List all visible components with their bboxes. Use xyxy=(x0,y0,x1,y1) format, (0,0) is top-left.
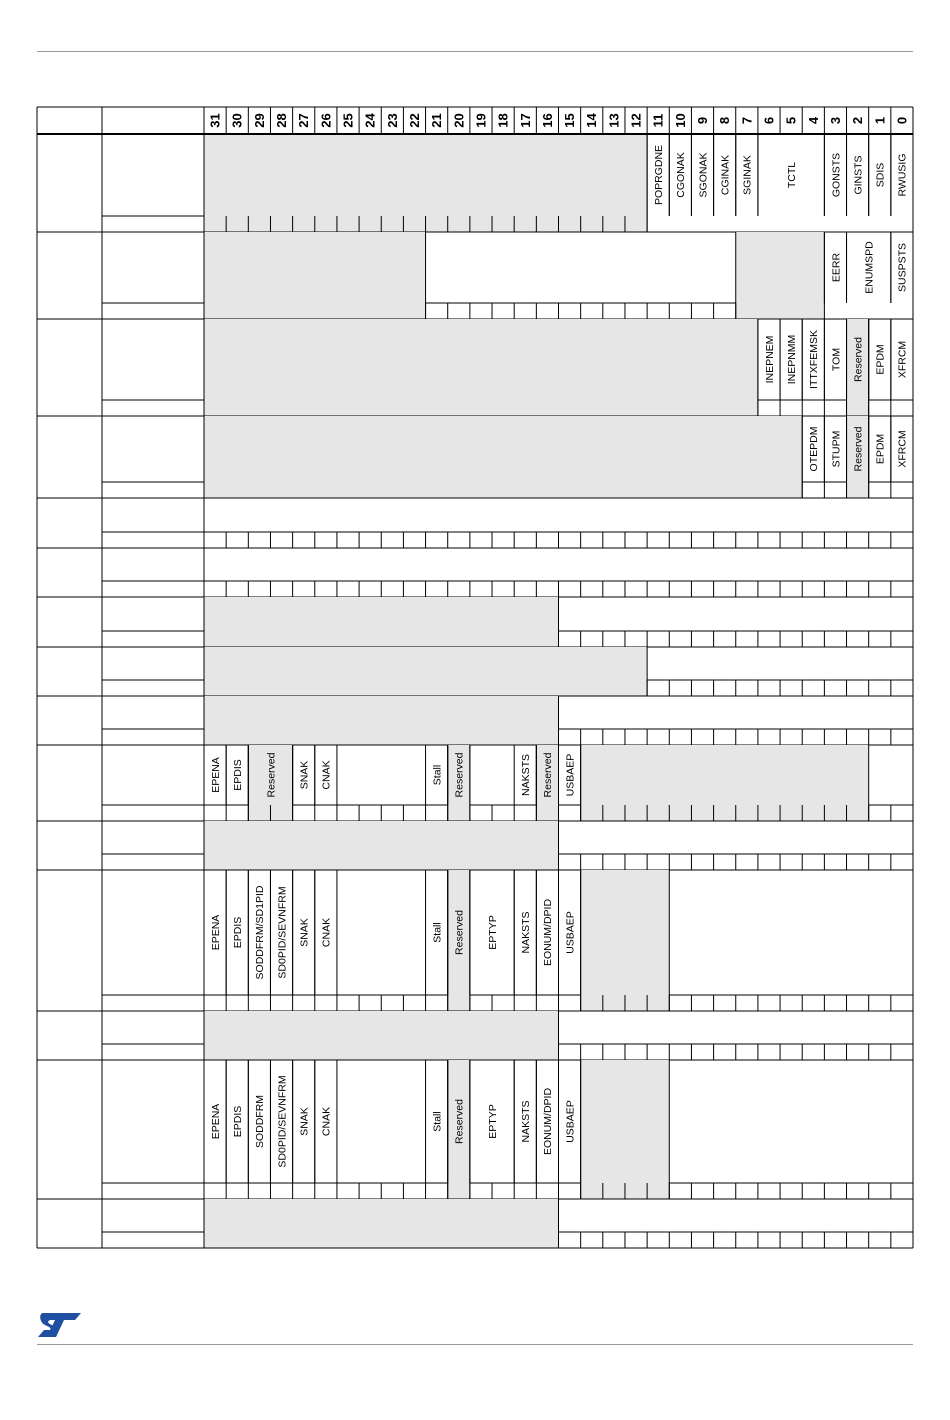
reserved-shade xyxy=(204,319,758,416)
bit-number-label: 6 xyxy=(761,116,777,125)
bit-number-label: 12 xyxy=(628,113,644,128)
field-label: SD0PID/SEVNFRM xyxy=(276,886,289,979)
field-label: INEPNEM xyxy=(763,335,776,384)
field-label: EPENA xyxy=(209,757,222,793)
bit-number-label: 31 xyxy=(207,113,223,128)
field-label: Stall xyxy=(431,764,444,786)
reserved-shade xyxy=(204,597,559,647)
bit-number-label: 17 xyxy=(517,113,533,128)
field-label: EPDIS xyxy=(232,759,245,791)
bit-number-label: 21 xyxy=(429,113,445,128)
bit-number-label: 29 xyxy=(251,113,267,128)
field-label: EPDM xyxy=(874,433,887,465)
bit-number-label: 19 xyxy=(473,113,489,128)
footer-rule xyxy=(37,1344,913,1345)
reserved-shade xyxy=(204,1011,559,1060)
reserved-shade xyxy=(204,1199,559,1248)
field-label: SGINAK xyxy=(741,155,754,195)
field-label: EPENA xyxy=(209,914,222,951)
field-label: RWUSIG xyxy=(896,153,909,197)
bit-number-label: 0 xyxy=(894,116,910,125)
field-label: CGINAK xyxy=(719,154,732,196)
field-label: EPTYP xyxy=(486,1104,499,1139)
bit-number-label: 10 xyxy=(672,113,688,128)
bit-number-label: 30 xyxy=(229,113,245,128)
field-label: USBAEP xyxy=(564,1100,577,1143)
field-label: Reserved xyxy=(852,337,865,382)
bit-number-label: 7 xyxy=(739,116,755,125)
bit-number-label: 26 xyxy=(318,113,334,128)
field-label: SGONAK xyxy=(697,152,710,198)
field-label: Reserved xyxy=(453,1099,466,1144)
field-label: Reserved xyxy=(453,752,466,798)
reserved-shade xyxy=(581,745,869,821)
bit-number-label: 11 xyxy=(650,113,666,128)
field-label: EONUM/DPID xyxy=(542,1087,555,1156)
field-label: SD0PID/SEVNFRM xyxy=(276,1075,289,1168)
field-label: Reserved xyxy=(265,752,278,798)
bit-number-label: 5 xyxy=(783,116,799,125)
bit-number-label: 14 xyxy=(584,113,600,128)
reserved-shade xyxy=(204,232,426,319)
field-label: OTEPDM xyxy=(808,426,821,472)
bit-number-label: 8 xyxy=(717,116,733,125)
field-label: GINSTS xyxy=(852,155,865,195)
reserved-shade xyxy=(581,1060,670,1199)
field-label: XFRCM xyxy=(896,430,909,468)
field-label: EPDIS xyxy=(232,1105,245,1138)
field-label: Stall xyxy=(431,922,444,943)
field-label: NAKSTS xyxy=(520,753,533,797)
field-label: EPDM xyxy=(874,344,887,375)
bit-number-label: 1 xyxy=(872,116,888,125)
reserved-shade xyxy=(204,416,802,498)
field-label: SDIS xyxy=(874,162,887,188)
field-label: Stall xyxy=(431,1111,444,1132)
bit-number-label: 16 xyxy=(539,113,555,128)
field-label: INEPNMM xyxy=(785,334,798,385)
bit-number-label: 18 xyxy=(495,113,511,128)
field-label: ITTXFEMSK xyxy=(808,330,821,389)
field-label: CNAK xyxy=(320,917,333,948)
bit-number-label: 23 xyxy=(384,113,400,128)
field-label: ENUMSPD xyxy=(863,241,876,294)
bit-number-label: 20 xyxy=(451,113,467,128)
reserved-shade xyxy=(736,232,825,319)
bit-number-label: 13 xyxy=(606,113,622,128)
field-label: USBAEP xyxy=(564,753,577,797)
field-label: STUPM xyxy=(830,430,843,468)
field-label: TOM xyxy=(830,347,843,372)
field-label: TCTL xyxy=(785,161,798,189)
field-label: GONSTS xyxy=(830,152,843,198)
field-label: SODDFRM xyxy=(254,1094,267,1149)
field-label: SNAK xyxy=(298,918,311,947)
st-logo-icon xyxy=(37,1310,83,1340)
field-label: CNAK xyxy=(320,1106,333,1137)
field-label: SODDFRM/SD1PID xyxy=(254,885,267,980)
reserved-shade xyxy=(204,821,559,870)
field-label: CGONAK xyxy=(675,152,688,198)
field-label: Reserved xyxy=(453,910,466,955)
field-label: POPRGDNE xyxy=(653,144,666,206)
reserved-shade xyxy=(204,696,559,745)
bit-number-label: 2 xyxy=(850,116,866,125)
field-label: CNAK xyxy=(320,760,333,790)
bit-number-label: 15 xyxy=(562,113,578,128)
bit-number-label: 25 xyxy=(340,113,356,128)
bit-number-label: 22 xyxy=(406,113,422,128)
field-label: EPTYP xyxy=(486,915,499,950)
bit-number-label: 24 xyxy=(362,113,378,128)
reserved-shade xyxy=(204,647,647,696)
field-label: EERR xyxy=(830,252,843,283)
field-label: EONUM/DPID xyxy=(542,898,555,967)
field-label: NAKSTS xyxy=(520,911,533,954)
bit-number-label: 3 xyxy=(827,116,843,125)
field-label: Reserved xyxy=(542,752,555,798)
reserved-shade xyxy=(581,870,670,1011)
bit-number-label: 28 xyxy=(274,113,290,128)
field-label: NAKSTS xyxy=(520,1100,533,1143)
bit-number-label: 9 xyxy=(695,116,711,125)
field-label: SNAK xyxy=(298,1107,311,1136)
bit-number-label: 27 xyxy=(296,113,312,128)
field-label: EPDIS xyxy=(232,916,245,949)
field-label: SUSPSTS xyxy=(896,242,909,293)
field-label: SNAK xyxy=(298,760,311,790)
bit-number-label: 4 xyxy=(805,116,821,125)
field-label: USBAEP xyxy=(564,911,577,954)
field-label: EPENA xyxy=(209,1103,222,1140)
field-label: XFRCM xyxy=(896,340,909,379)
field-label: Reserved xyxy=(852,426,865,472)
